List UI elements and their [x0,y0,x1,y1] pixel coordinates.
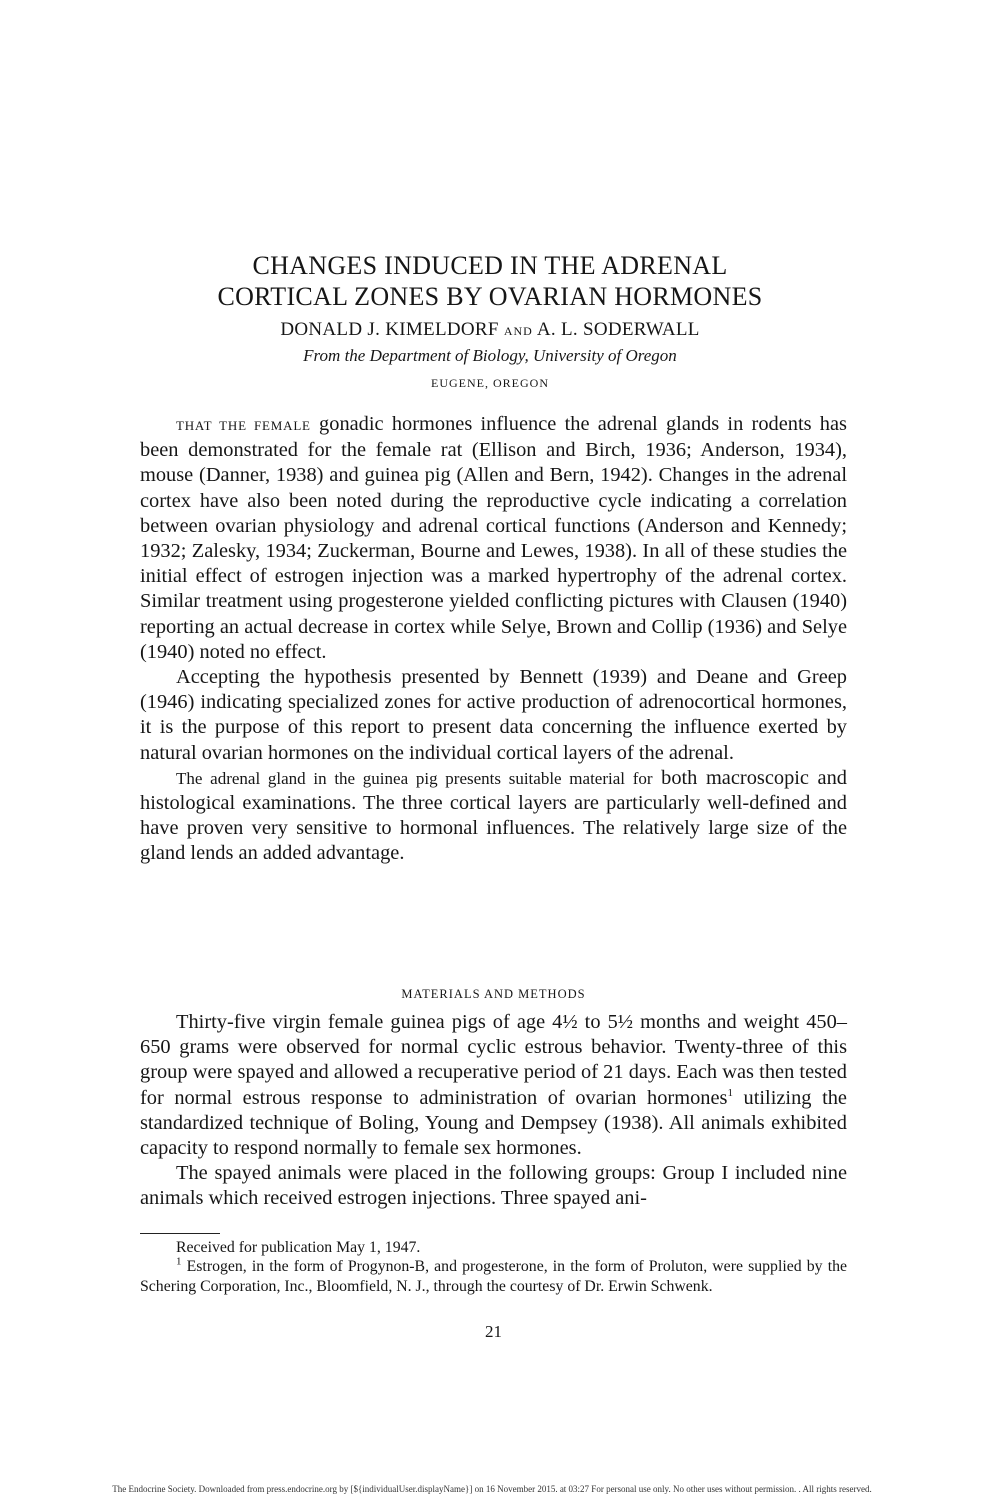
paragraph-3-first-line: The adrenal gland in the guinea pig presents suitable material for [176,768,653,788]
received-note: Received for publication May 1, 1947. [176,1239,421,1256]
footnote-reference-1[interactable]: 1 [727,1086,733,1099]
intro-section [140,412,847,867]
footnote-divider [140,1233,220,1234]
footnote-1-text: Estrogen, in the form of Progynon-B, and progesterone, in the form of Proluton, were supplied by the Schering Corporation, Inc., Bloomfield, N. J., through the courtesy of Dr. Erwin Schwenk. [140,1258,847,1295]
paragraph-4-part-2: utilizing the standardized technique of Boling, Young and Dempsey (1938). All animals exhibited capacity to respond normally to female sex hormones. [140,1086,847,1160]
paragraph-1 [140,412,847,665]
article-title-line-2: CORTICAL ZONES BY OVARIAN HORMONES [217,282,763,311]
footnote-1 [140,1257,847,1296]
paragraph-4 [140,1010,847,1161]
location: EUGENE, OREGON [431,376,549,390]
paragraph-5: The spayed animals were placed in the following groups: Group I included nine animals which received estrogen injections. Three spayed ani- [140,1162,847,1210]
author-soderwall: A. L. SODERWALL [536,319,700,340]
affiliation: From the Department of Biology, University of Oregon [303,346,677,365]
article-header [140,250,840,391]
paragraph-4-part-1: Thirty-five virgin female guinea pigs of age 4½ to 5½ months and weight 450–650 grams were observed for normal cyclic estrous behavior. Twenty-three of this group were spayed and allowed a recuperative period of 21 days. Each was then tested for normal estrous response to administration of ovarian hormones [140,1011,847,1109]
paragraph-2: Accepting the hypothesis presented by Bennett (1939) and Deane and Greep (1946) indicating specialized zones for active production of adrenocortical hormones, it is the purpose of this report to present data concerning the influence exerted by natural ovarian hormones on the individual cortical layers of the adrenal. [140,666,847,764]
footnotes [140,1238,847,1296]
paragraph-1-text: gonadic hormones influence the adrenal glands in rodents has been demonstrated for the female rat (Ellison and Birch, 1936; Anderson, 1934), mouse (Danner, 1938) and guinea pig (Allen and Bern, 1942). Changes in the adrenal cortex have also been noted during the reproductive cycle indicating a correlation between ovarian physiology and adrenal cortical functions (Anderson and Kennedy; 1932; Zalesky, 1934; Zuckerman, Bourne and Lewes, 1938). In all of these studies the initial effect of estrogen injection was a marked hypertrophy of the adrenal cortex. Similar treatment using progesterone yielded conflicting pictures with Clausen (1940) reporting an actual decrease in cortex while Selye, Brown and Collip (1936) and Selye (1940) noted no effect. [140,413,847,663]
paragraph-3-rest: both macroscopic and histological examinations. The three cortical layers are particularly well-defined and have proven very sensitive to hormonal influences. The relatively large size of the gland lends an added advantage. [140,766,847,865]
author-joiner: AND [503,324,533,338]
methods-section [140,1010,847,1212]
section-heading-materials-methods: MATERIALS AND METHODS [401,987,586,1001]
paragraph-3 [140,766,847,867]
paragraph-1-lead: THAT THE FEMALE [176,418,311,433]
footnote-1-mark: 1 [176,1256,182,1269]
page-number: 21 [485,1322,502,1341]
article-title-line-1: CHANGES INDUCED IN THE ADRENAL [252,251,728,280]
author-kimeldorf: DONALD J. KIMELDORF [280,319,499,340]
author-line [140,318,840,343]
download-notice: The Endocrine Society. Downloaded from press.endocrine.org by [${individualUser.displayName}] on 16 November 2015. at 03:27 For personal use only. No other uses without permission. . All rights reserved. [112,1484,872,1494]
